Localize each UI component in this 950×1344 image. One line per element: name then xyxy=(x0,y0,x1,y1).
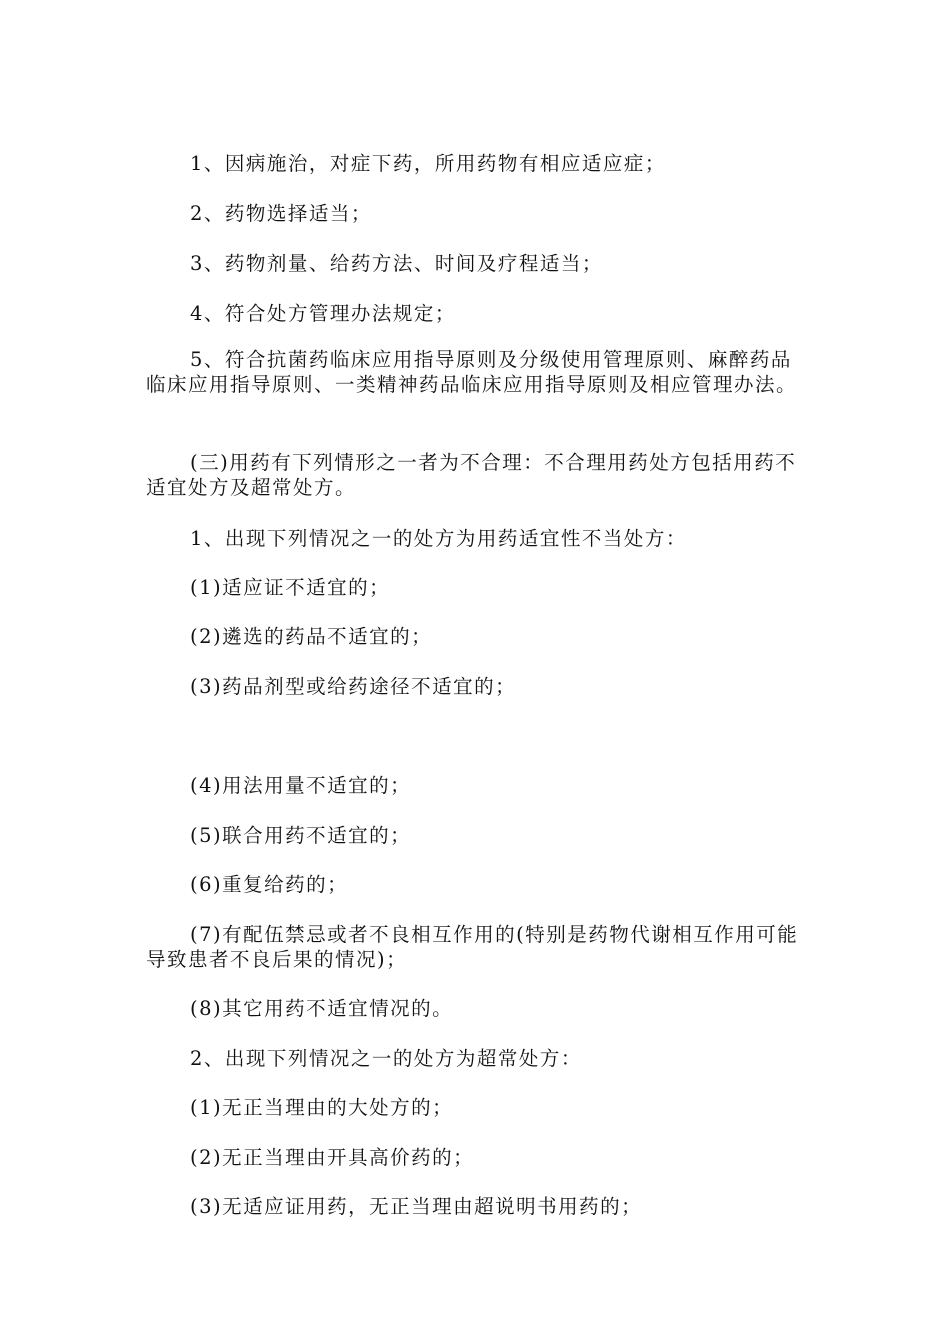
paragraph-1: 1、因病施治，对症下药，所用药物有相应适应症； xyxy=(190,152,666,175)
paragraph-3: 3、药物剂量、给药方法、时间及疗程适当； xyxy=(190,252,603,275)
paragraph-item-2-3: (3)无适应证用药，无正当理由超说明书用药的； xyxy=(190,1195,643,1218)
paragraph-item-2-heading: 2、出现下列情况之一的处方为超常处方： xyxy=(190,1047,582,1070)
paragraph-item-1-6: (6)重复给药的； xyxy=(190,873,349,896)
paragraph-item-1-4: (4)用法用量不适宜的； xyxy=(190,774,412,797)
paragraph-section-3: (三)用药有下列情形之一者为不合理：不合理用药处方包括用药不适宜处方及超常处方。 xyxy=(146,451,797,499)
paragraph-item-1-2: (2)遴选的药品不适宜的； xyxy=(190,625,433,648)
paragraph-item-1-5: (5)联合用药不适宜的； xyxy=(190,824,412,847)
paragraph-item-1-7: (7)有配伍禁忌或者不良相互作用的(特别是药物代谢相互作用可能导致患者不良后果的情况)； xyxy=(146,923,799,971)
paragraph-item-1-heading: 1、出现下列情况之一的处方为用药适宜性不当处方： xyxy=(190,527,687,550)
paragraph-item-1-3: (3)药品剂型或给药途径不适宜的； xyxy=(190,675,517,698)
paragraph-item-2-2: (2)无正当理由开具高价药的； xyxy=(190,1146,475,1169)
paragraph-5: 5、符合抗菌药临床应用指导原则及分级使用管理原则、麻醉药品临床应用指导原则、一类精神药品临床应用指导原则及相应管理办法。 xyxy=(146,348,798,396)
paragraph-item-1-8: (8)其它用药不适宜情况的。 xyxy=(190,997,454,1020)
paragraph-4: 4、符合处方管理办法规定； xyxy=(190,302,456,325)
paragraph-2: 2、药物选择适当； xyxy=(190,202,372,225)
paragraph-item-2-1: (1)无正当理由的大处方的； xyxy=(190,1096,454,1119)
paragraph-item-1-1: (1)适应证不适宜的； xyxy=(190,576,391,599)
